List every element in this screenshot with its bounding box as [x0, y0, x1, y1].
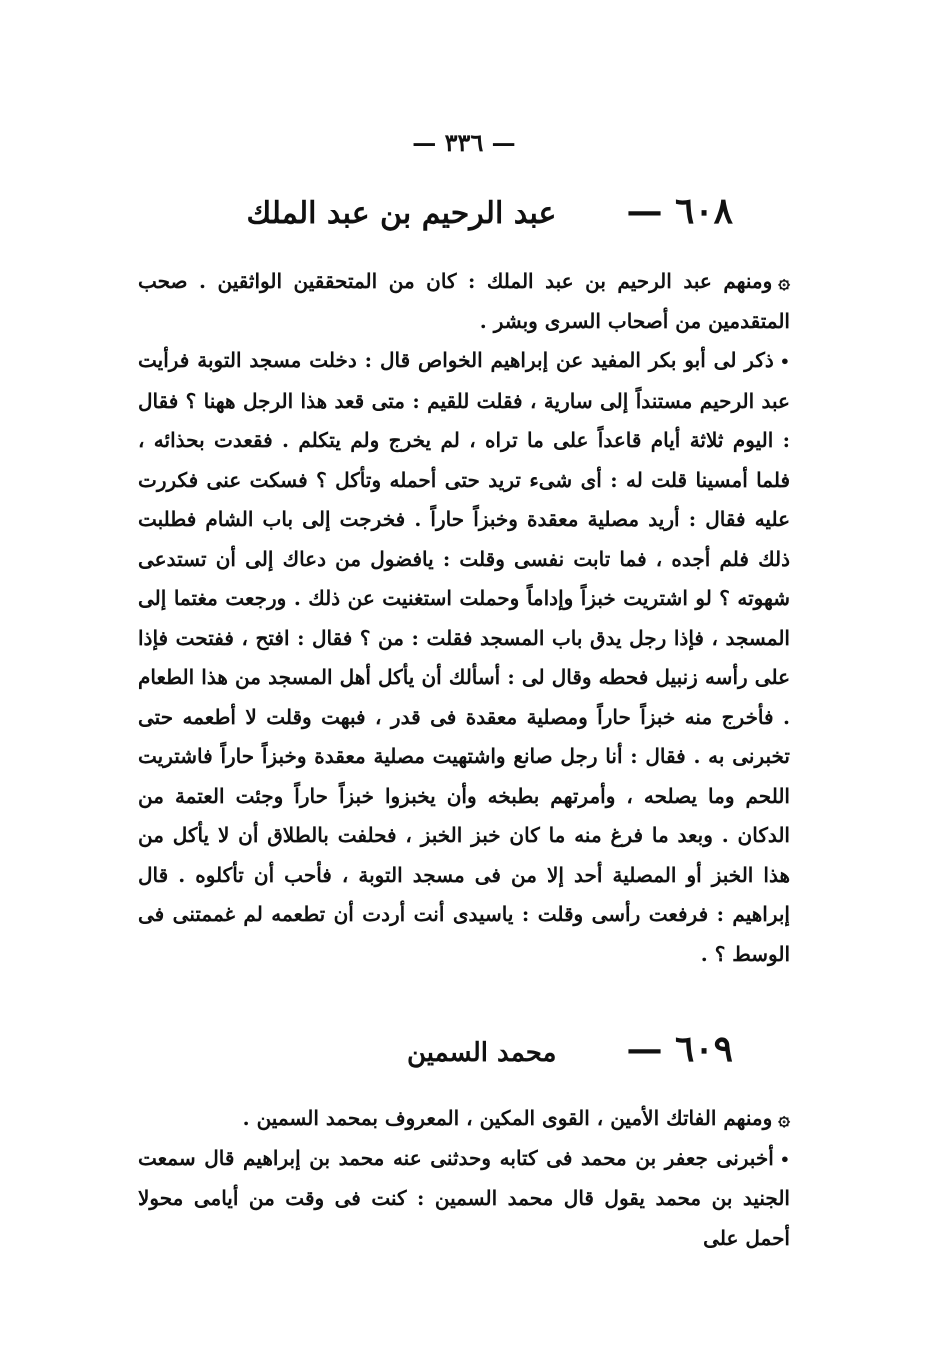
entry-body-609	[138, 1099, 790, 1258]
ornament-icon: ۞	[778, 1106, 790, 1130]
intro-text: ومنهم عبد الرحيم بن عبد الملك : كان من المتحققين الواثقين . صحب المتقدمين من أصحاب السرى وبشر .	[138, 269, 790, 333]
ornament-icon: ۞	[778, 269, 790, 293]
entry-title: عبد الرحيم بن عبد الملك	[246, 196, 557, 231]
bullet-icon: •	[779, 1149, 790, 1169]
entry-title: محمد السمين	[406, 1038, 557, 1068]
entry-intro	[138, 1099, 790, 1139]
story-text: ذكر لى أبو بكر المفيد عن إبراهيم الخواص قال : دخلت مسجد التوبة فرأيت عبد الرحيم مستنداً إلى سارية ، فقلت للقيم : متى قعد هذا الرجل ههنا ؟ فقال : اليوم ثلاثة أيام قاعداً على ما تراه ، لم يخرج ولم يتكلم . فقعدت بحذائه ، فلما أمسينا قلت له : أى شىء تريد حتى أحمله وتأكل ؟ فسكت عنى فكررت عليه فقال : أريد مصلية معقدة وخبزاً حاراً . فخرجت إلى باب الشام فطلبت ذلك فلم أجده ، فما تابت نفسى وقلت : يافضول من دعاك إلى أن تستدعى شهوته ؟ لو اشتريت خبزاً وإداماً وحملت استغنيت عن ذلك . ورجعت مغتما إلى المسجد ، فإذا رجل يدق باب المسجد فقلت : من ؟ فقال : افتح ، ففتحت فإذا على رأسه زنبيل فحطه وقال لى : أسألك أن يأكل أهل المسجد من هذا الطعام . فأخرج منه خبزاً حاراً ومصلية معقدة فى قدر ، فبهت وقلت لا أطعمه حتى تخبرنى به . فقال : أنا رجل صانع واشتهيت مصلية معقدة وخبزاً حاراً فاشتريت اللحم وما يصلحه ، وأمرتهم بطبخه وأن يخبزوا خبزاً حاراً وجئت العتمة من الدكان . وبعد ما فرغ منه ما كان خبز الخبز ، فحلفت بالطلاق أن لا يأكل من هذا الخبز أو المصلية أحد إلا من فى مسجد التوبة ، فأحب أن تأكلوه . قال إبراهيم : فرفعت رأسى وقلت : ياسيدى أنت أردت أن تطعمه لم غممتنى فى الوسط ؟ .	[138, 348, 790, 966]
entry-number: ٦٠٨ —	[626, 190, 733, 232]
entry-heading-608	[246, 190, 733, 232]
page-number: — ٣٣٦ —	[412, 128, 516, 157]
story-text: أخبرنى جعفر بن محمد فى كتابه وحدثنى عنه محمد بن إبراهيم قال سمعت الجنيد بن محمد يقول قال محمد السمين : كنت فى وقت من أيامى محولا أحمل على	[138, 1145, 790, 1250]
entry-heading-609	[407, 1028, 733, 1070]
entry-story	[138, 1139, 790, 1259]
bullet-icon: •	[779, 352, 791, 371]
entry-story	[138, 341, 790, 974]
entry-intro	[138, 262, 790, 341]
entry-body-608	[138, 262, 790, 974]
intro-text: ومنهم الفاتك الأمين ، القوى المكين ، المعروف بمحمد السمين .	[242, 1106, 773, 1130]
entry-number: ٦٠٩ —	[626, 1028, 733, 1070]
